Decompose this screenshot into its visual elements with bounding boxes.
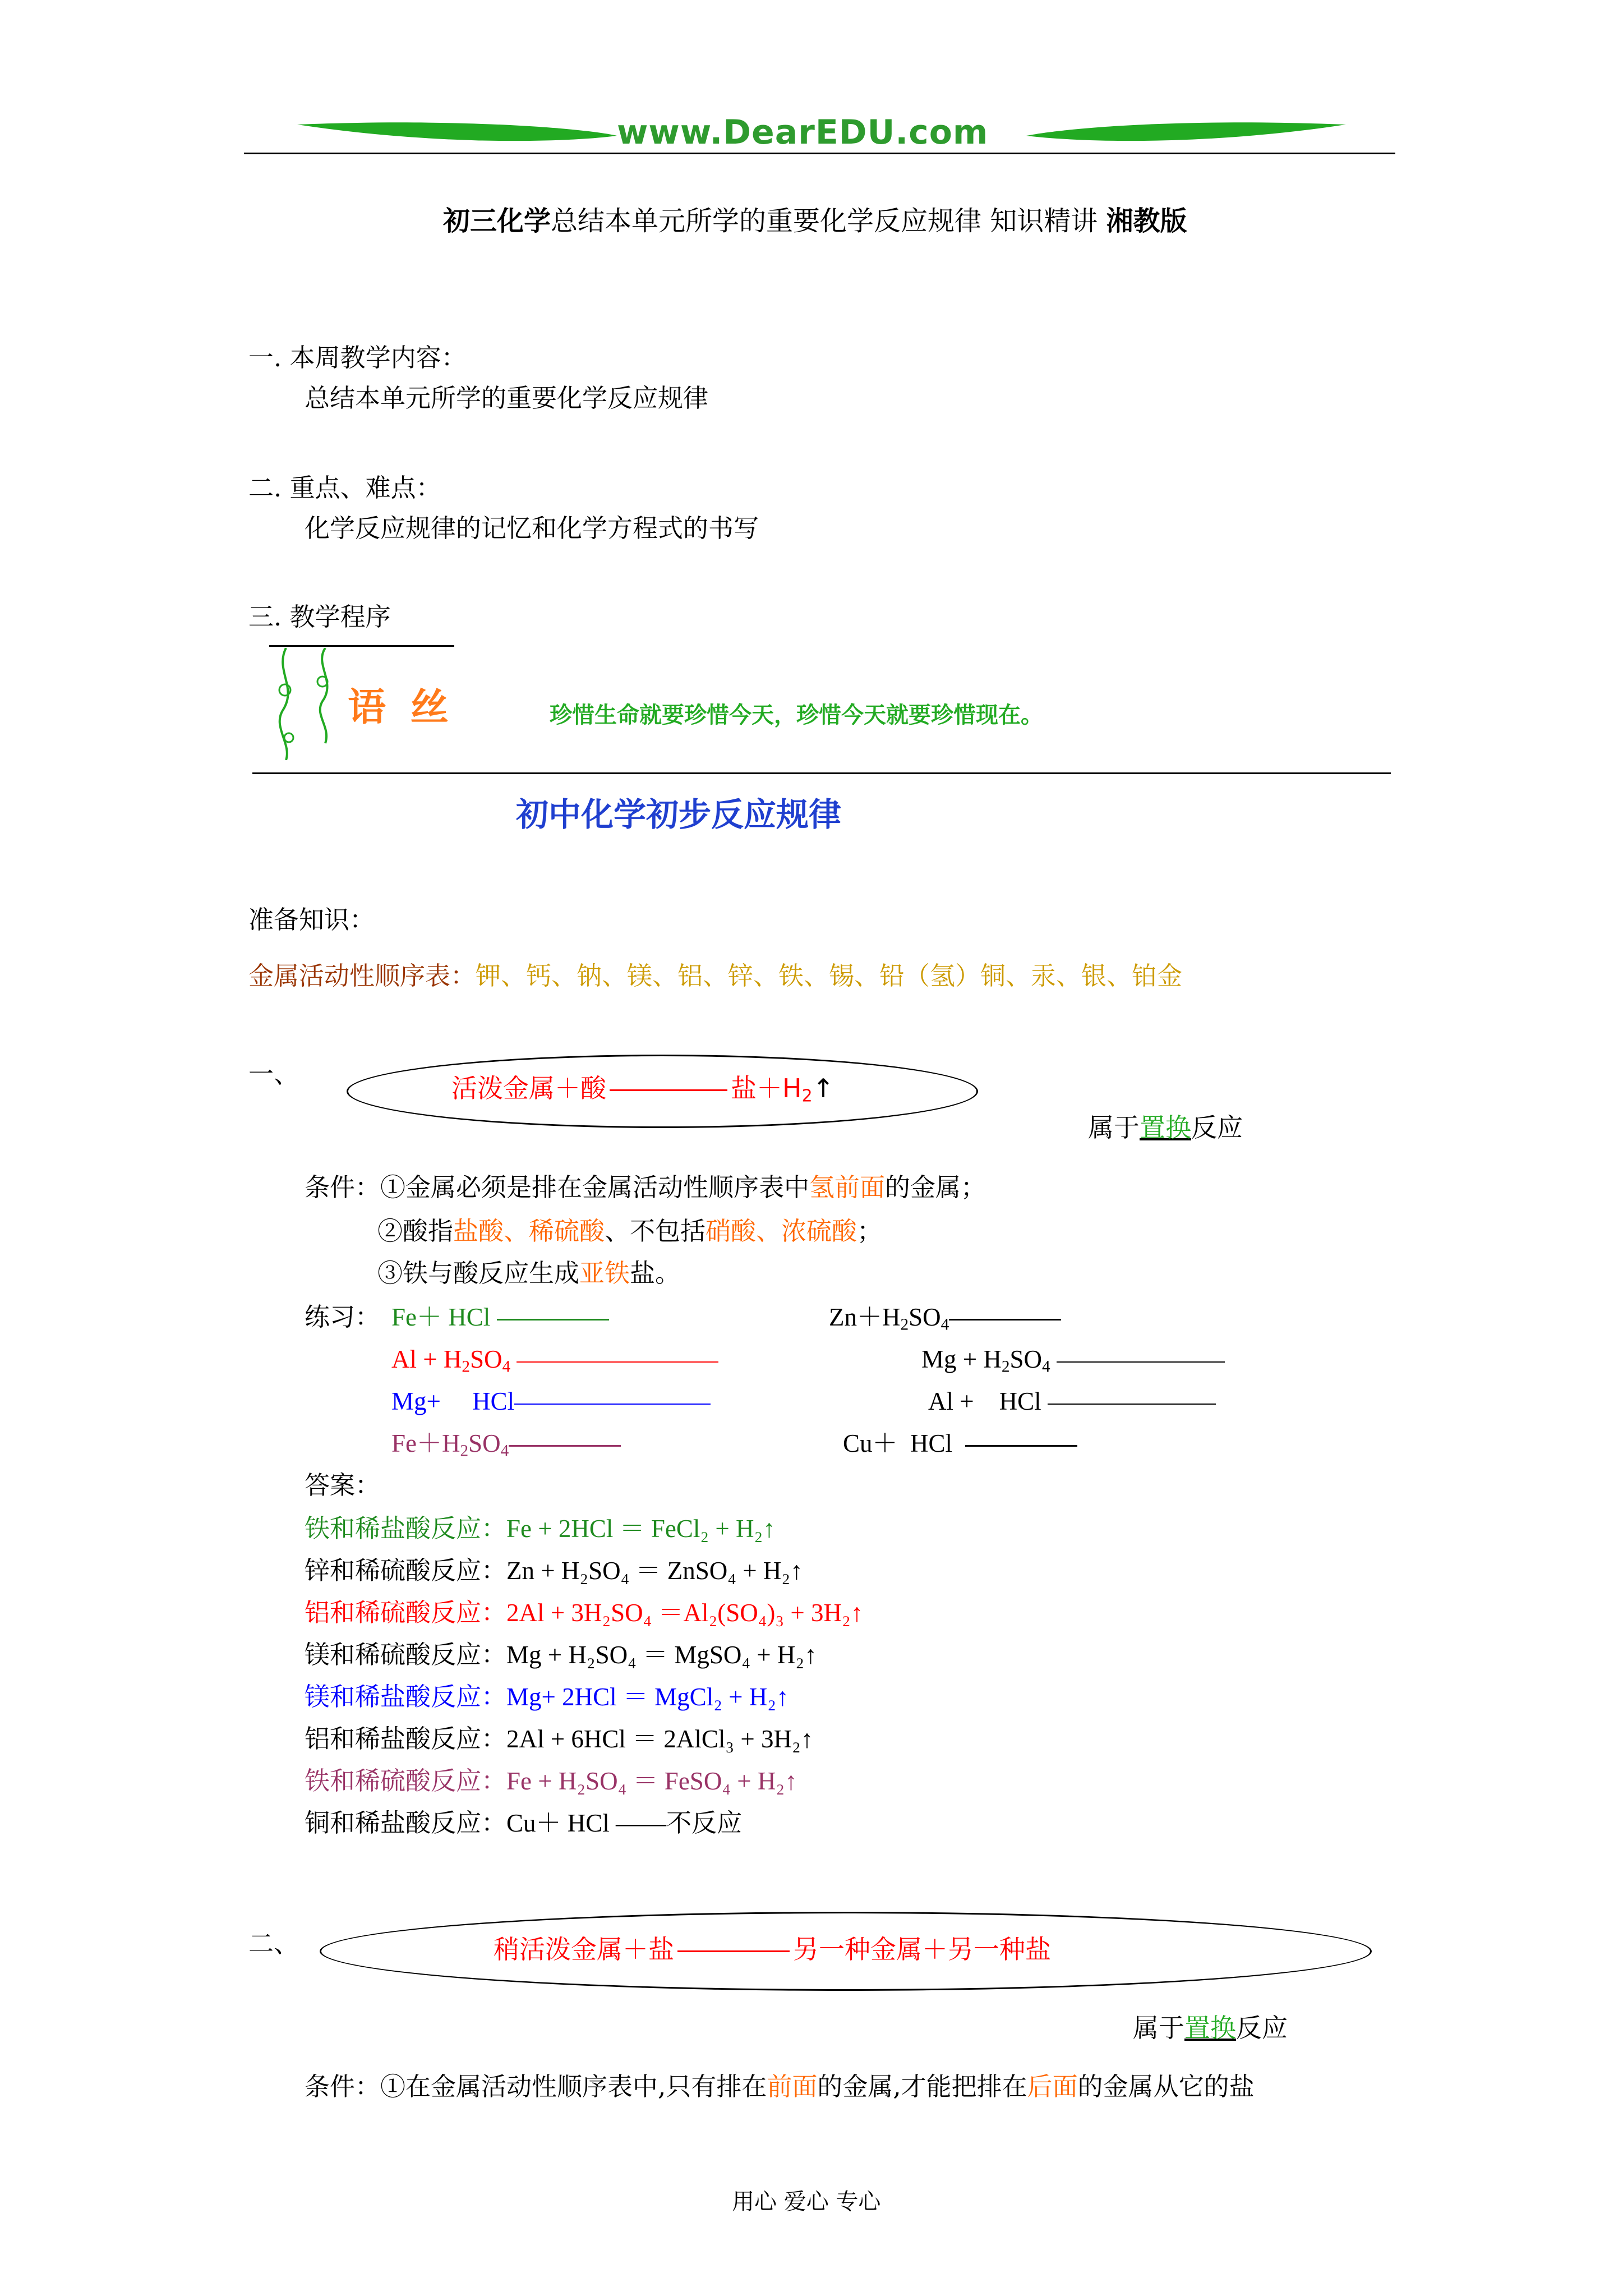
section-1-heading: 一. 本周教学内容： (248, 343, 467, 372)
answer-row: 锌和稀硫酸反应：Zn + H₂SO₄ ＝ ZnSO₄ + H₂↑ (305, 1556, 803, 1585)
main-title: 初中化学初步反应规律 (516, 795, 842, 834)
logo-text: www.DearEDU.com (617, 113, 989, 152)
rule-2-belongs: 属于置换反应 (1133, 2013, 1288, 2043)
series-metals: 钾、钙、钠、镁、铝、锌、铁、锡、铅（氢）铜、汞、银、铂金 (476, 961, 1183, 991)
footer-motto: 用心 爱心 专心 (732, 2189, 881, 2215)
section-2-heading: 二. 重点、难点： (248, 473, 441, 503)
section-2-body: 化学反应规律的记忆和化学方程式的书写 (305, 513, 759, 543)
answer-row: 铁和稀硫酸反应：Fe + H₂SO₄ ＝ FeSO₄ + H₂↑ (305, 1766, 797, 1796)
arrow-line (610, 1089, 727, 1091)
rule-1-condition-1: 条件：①金属必须是排在金属活动性顺序表中氢前面的金属； (305, 1172, 986, 1202)
document-title: 初三化学总结本单元所学的重要化学反应规律 知识精讲 湘教版 (443, 205, 1187, 237)
rule-1-formula: 活泼金属＋酸 盐$+H_2↑$ (451, 1073, 834, 1106)
banner-quote: 珍惜生命就要珍惜今天，珍惜今天就要珍惜现在。 (550, 702, 1043, 728)
banner-label: 语 丝 (348, 685, 454, 730)
answer-row: 镁和稀硫酸反应：Mg + H₂SO₄ ＝ MgSO₄ + H₂↑ (305, 1640, 817, 1669)
banner (252, 645, 1396, 774)
practice-mg-h2so4: $Mg + H_2SO_4$ (921, 1342, 1225, 1376)
answer-row: 铝和稀硫酸反应：2Al + 3H₂SO₄ ＝Al₂(SO₄)₃ + 3H₂↑ (305, 1598, 864, 1627)
practice-fe-h2so4: $Fe+H_2SO_4$ (391, 1427, 621, 1460)
practice-zn-h2so4: $Zn+H_2SO_4$ (829, 1300, 1061, 1334)
practice-al-h2so4: $Al + H_2SO_4$ (391, 1342, 718, 1376)
arrow-line (677, 1950, 790, 1952)
rule-2-formula: 稍活泼金属＋盐 另一种金属＋另一种盐 (494, 1934, 1051, 1964)
practice-cu-hcl: Cu＋ HCl (843, 1427, 1077, 1460)
banner-bottom-rule (252, 772, 1391, 774)
section-1-body: 总结本单元所学的重要化学反应规律 (305, 383, 709, 413)
rule-1-belongs: 属于置换反应 (1088, 1112, 1243, 1143)
practice-al-hcl: Al + HCl (928, 1384, 1216, 1418)
rule-1-number: 一、 (248, 1059, 299, 1089)
metal-activity-series: 金属活动性顺序表：钾、钙、钠、镁、铝、锌、铁、锡、铅（氢）铜、汞、银、铂金 (248, 961, 1183, 991)
answer-row: 铁和稀盐酸反应：Fe + 2HCl ＝ FeCl₂ + H₂↑ (305, 1513, 776, 1543)
rule-2-number: 二、 (248, 1929, 299, 1958)
vine-icon (264, 648, 353, 760)
prep-heading: 准备知识： (248, 905, 375, 935)
answer-row: 镁和稀盐酸反应：Mg+ 2HCl ＝ MgCl₂ + H₂↑ (305, 1682, 789, 1711)
answer-label: 答案： (305, 1470, 381, 1500)
header-rule (244, 153, 1395, 154)
banner-top-rule (269, 645, 454, 647)
section-3-heading: 三. 教学程序 (248, 602, 391, 632)
rule-2-condition-1: 条件：①在金属活动性顺序表中,只有排在前面的金属,才能把排在后面的金属从它的盐 (305, 2072, 1255, 2101)
site-logo (297, 112, 1346, 151)
practice-fe-hcl: Fe＋ HCl (391, 1300, 609, 1334)
rule-1-condition-3: ③铁与酸反应生成亚铁盐。 (377, 1258, 681, 1288)
answer-row: 铝和稀盐酸反应：2Al + 6HCl ＝ 2AlCl₃ + 3H₂↑ (305, 1724, 814, 1754)
rule-1-condition-2: ②酸指盐酸、稀硫酸、不包括硝酸、浓硫酸； (377, 1216, 883, 1246)
practice-label: 练习： (305, 1302, 381, 1332)
answer-row: 铜和稀盐酸反应：Cu＋ HCl ——不反应 (305, 1808, 743, 1838)
practice-mg-hcl: Mg+ HCl (391, 1384, 711, 1418)
